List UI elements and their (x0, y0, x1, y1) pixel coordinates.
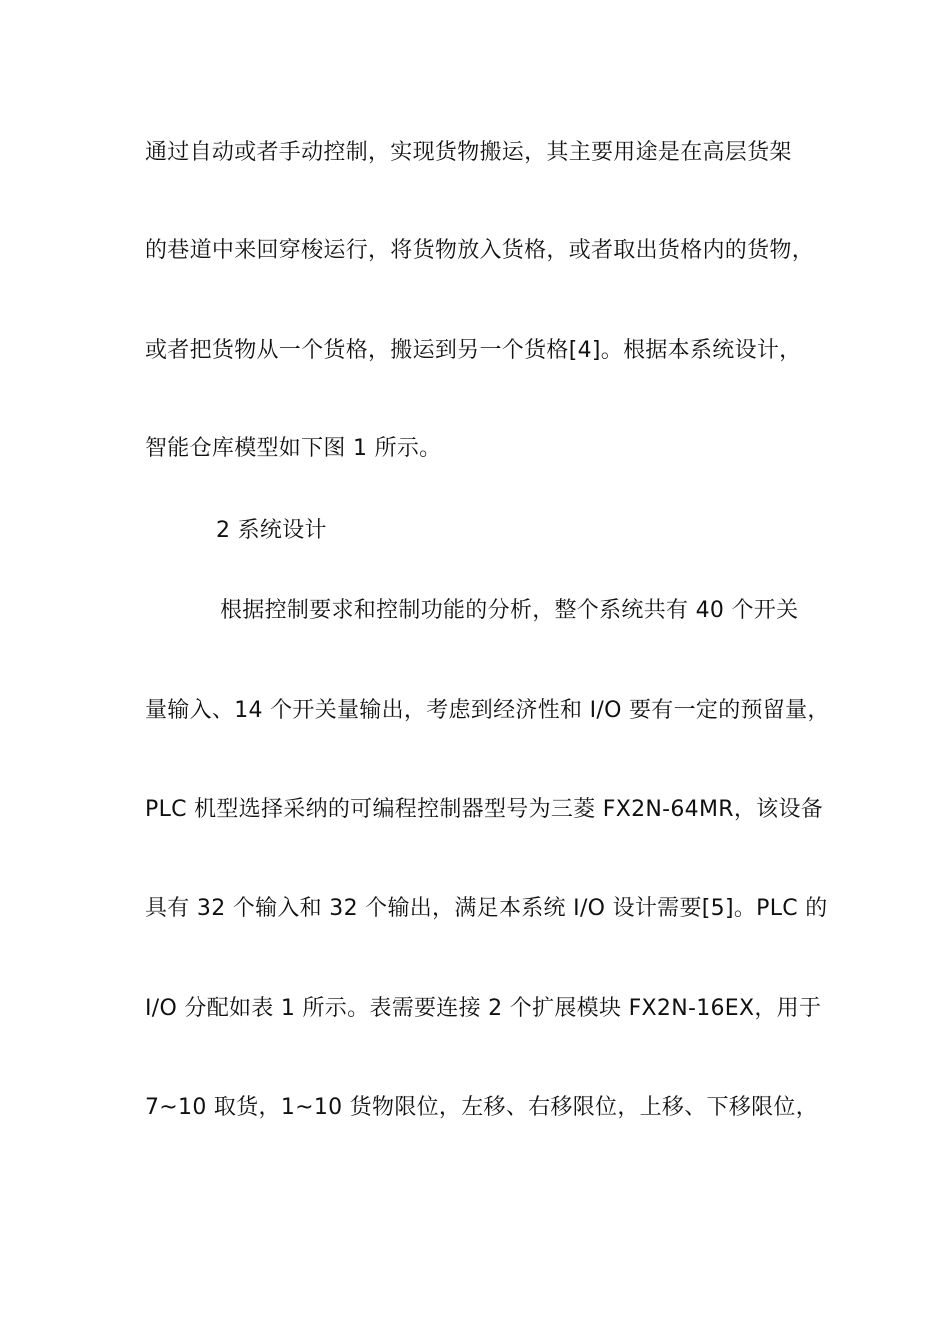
paragraph-line-4: 具有 32 个输入和 32 个输出，满足本系统 I/O 设计需要[5]。PLC 的 (145, 896, 828, 921)
paragraph-line-6: 7~10 取货，1~10 货物限位，左移、右移限位，上移、下移限位， (145, 1095, 819, 1120)
section-heading: 2 系统设计 (216, 518, 327, 543)
body-text-line-2: 的巷道中来回穿梭运行，将货物放入货格，或者取出货格内的货物， (145, 238, 815, 263)
body-text-line-3: 或者把货物从一个货格，搬运到另一个货格[4]。根据本系统设计， (145, 338, 802, 363)
paragraph-line-3: PLC 机型选择采纳的可编程控制器型号为三菱 FX2N-64MR，该设备 (145, 797, 824, 822)
paragraph-line-2: 量输入、14 个开关量输出，考虑到经济性和 I/O 要有一定的预留量， (145, 698, 830, 723)
paragraph-line-1: 根据控制要求和控制功能的分析，整个系统共有 40 个开关 (220, 598, 799, 623)
body-text-line-1: 通过自动或者手动控制，实现货物搬运，其主要用途是在高层货架 (145, 140, 792, 165)
body-text-line-4: 智能仓库模型如下图 1 所示。 (145, 436, 442, 461)
paragraph-line-5: I/O 分配如表 1 所示。表需要连接 2 个扩展模块 FX2N-16EX，用于 (145, 996, 822, 1021)
